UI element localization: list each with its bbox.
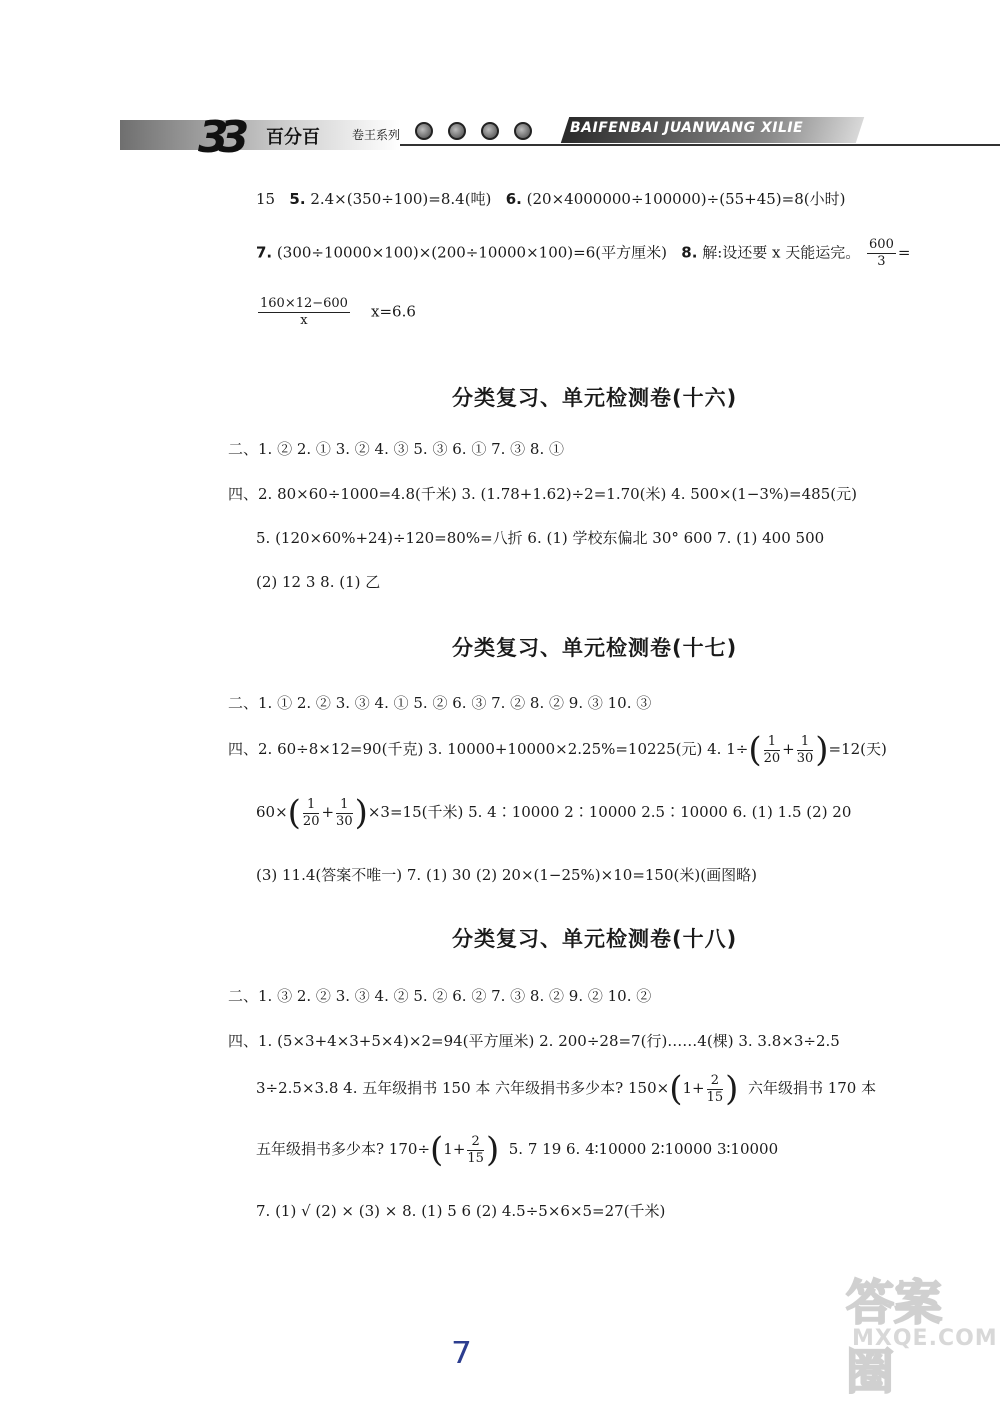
handwritten-page-number: 7 — [451, 1336, 473, 1371]
watermark — [832, 1256, 998, 1400]
answer-line: 四、1. (5×3+4×3+5×4)×2=94(平方厘米) 2. 200÷28=7(行)……4(棵) 3. 3.8×3÷2.5 — [228, 1032, 840, 1050]
section-title: 分类复习、单元检测卷(十六) — [452, 386, 738, 410]
answer-line: 15 5. 2.4×(350÷100)=8.4(吨) 6. (20×4000000÷100000)÷(55+45)=8(小时) — [256, 190, 846, 208]
watermark-logo: 答案圈 — [846, 1275, 943, 1400]
header-banner-text: BAIFENBAI JUANWANG XILIE — [570, 120, 804, 136]
answer-line: (2) 12 3 8. (1) 乙 — [256, 573, 381, 591]
dot-icon — [481, 122, 499, 140]
watermark-url: MXQE.COM — [852, 1326, 998, 1351]
page-header — [120, 112, 860, 163]
answer-line: 7. (1) √ (2) × (3) × 8. (1) 5 6 (2) 4.5÷5×6×5=27(千米) — [256, 1202, 666, 1220]
dot-icon — [448, 122, 466, 140]
fraction: $\frac{600}{3}$ — [869, 237, 894, 269]
answer-line: 二、1. ① 2. ② 3. ③ 4. ① 5. ② 6. ③ 7. ② 8. ② 9. ③ 10. ③ — [228, 694, 652, 712]
answer-line: 四、2. 80×60÷1000=4.8(千米) 3. (1.78+1.62)÷2=1.70(米) 4. 500×(1−3%)=485(元) — [228, 485, 857, 503]
fraction: $\frac{2}{15}$ — [467, 1133, 484, 1166]
series-label: 卷王系列 — [352, 128, 401, 142]
answer-line: 二、1. ② 2. ① 3. ② 4. ③ 5. ③ 6. ① 7. ③ 8. ① — [228, 440, 565, 458]
fraction: $\frac{2}{15}$ — [706, 1072, 724, 1105]
dot-icon — [415, 122, 433, 140]
decorative-dots — [415, 122, 532, 140]
fraction: $\frac{160\times 12-600}{x}$ — [260, 296, 348, 328]
fraction: $\frac{1}{30}$ — [336, 796, 353, 829]
section-title: 分类复习、单元检测卷(十八) — [452, 927, 738, 951]
answer-line: 7. (300÷10000×100)×(200÷10000×100)=6(平方厘米) 8. 解:设还要 x 天能运完。 $\frac{600}{3}$ = — [256, 237, 911, 269]
fraction: $\frac{1}{20}$ — [763, 733, 781, 766]
answer-line: (3) 11.4(答案不唯一) 7. (1) 30 (2) 20×(1−25%)×10=150(米)(画图略) — [256, 866, 757, 884]
answer-line: 四、2. 60÷8×12=90(千克) 3. 10000+10000×2.25%=10225(元) 4. 1÷( $\frac{1}{20}$ + $\frac{1}{30}$ )=12(天) — [228, 730, 887, 770]
answer-line: 60×( $\frac{1}{20}$ + $\frac{1}{30}$ )×3=15(千米) 5. 4∶10000 2∶10000 2.5∶10000 6. (1) 1.5 (2) 20 — [256, 793, 852, 833]
fraction: $\frac{1}{20}$ — [302, 796, 320, 829]
answer-line: $\frac{160\times 12-600}{x}$ x=6.6 — [260, 296, 416, 328]
dot-icon — [514, 122, 532, 140]
brand-name: 百分百 — [266, 127, 320, 148]
answer-line: 5. (120×60%+24)÷120=80%=八折 6. (1) 学校东偏北 30° 600 7. (1) 400 500 — [256, 529, 825, 547]
series-logo: 33 — [198, 112, 240, 163]
answer-line: 二、1. ③ 2. ② 3. ③ 4. ② 5. ② 6. ② 7. ③ 8. ② 9. ② 10. ② — [228, 987, 652, 1005]
answer-line: 3÷2.5×3.8 4. 五年级捐书 150 本 六年级捐书多少本? 150×(1+ $\frac{2}{15}$ ) 六年级捐书 170 本 — [256, 1069, 877, 1109]
fraction: $\frac{1}{30}$ — [796, 733, 814, 766]
answer-line: 五年级捐书多少本? 170÷(1+ $\frac{2}{15}$ ) 5. 7 19 6. 4∶10000 2∶10000 3∶10000 — [256, 1130, 779, 1170]
header-rule — [400, 144, 1000, 146]
section-title: 分类复习、单元检测卷(十七) — [452, 636, 738, 660]
